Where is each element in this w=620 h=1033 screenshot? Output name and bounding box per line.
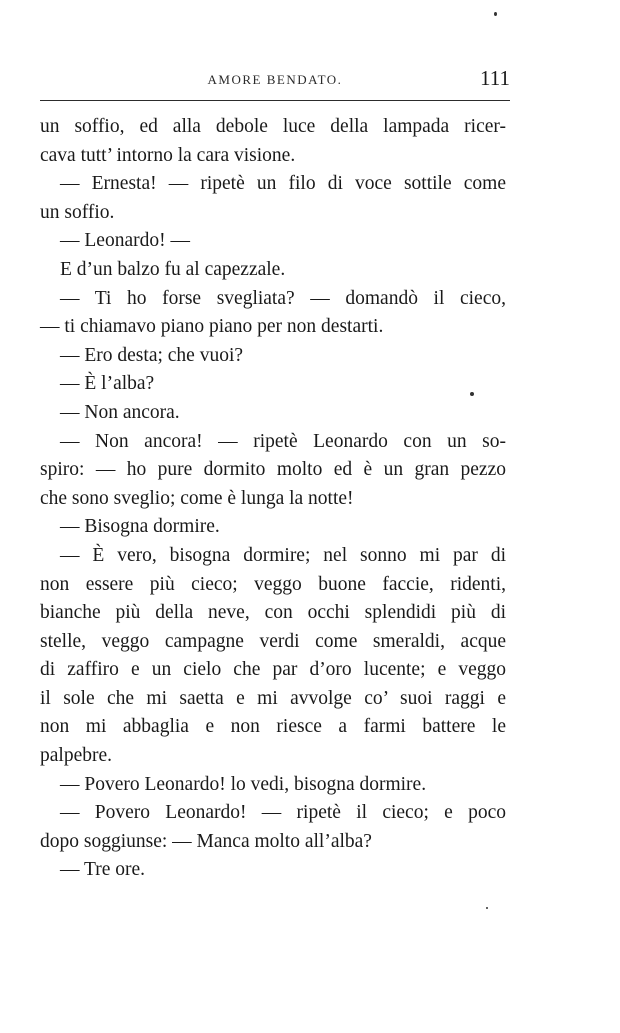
text-line: — ti chiamavo piano piano per non destarti. — [40, 316, 384, 338]
print-speck — [470, 392, 474, 396]
body-text — [40, 113, 506, 885]
text-line: di zaffiro e un cielo che par d’oro lucente; e veggo — [40, 659, 506, 681]
text-line: — Povero Leonardo! — ripetè il cieco; e poco — [60, 802, 506, 824]
text-line: E d’un balzo fu al capezzale. — [60, 258, 286, 280]
running-title: AMORE BENDATO. — [207, 72, 343, 87]
text-line: cava tutt’ intorno la cara visione. — [40, 144, 296, 166]
text-line: bianche più della neve, con occhi splendidi più di — [40, 602, 506, 624]
text-line: — È l’alba? — [60, 373, 155, 395]
print-speck — [486, 907, 488, 909]
text-line: — Tre ore. — [60, 859, 146, 881]
page-number: 111 — [480, 66, 510, 90]
text-line: stelle, veggo campagne verdi come smeraldi, acque — [40, 630, 506, 652]
text-line: che sono sveglio; come è lunga la notte! — [40, 487, 354, 509]
text-line: — Povero Leonardo! lo vedi, bisogna dormire. — [60, 773, 427, 795]
text-line: palpebre. — [40, 745, 113, 767]
text-line: — Non ancora. — [60, 401, 180, 423]
text-line: — Leonardo! — — [60, 230, 190, 252]
text-line: il sole che mi saetta e mi avvolge co’ suoi raggi e — [40, 687, 506, 709]
text-line: dopo soggiunse: — Manca molto all’alba? — [40, 830, 372, 852]
text-line: — Non ancora! — ripetè Leonardo con un so- — [60, 430, 506, 452]
text-line: — Bisogna dormire. — [60, 516, 220, 538]
text-line: un soffio, ed alla debole luce della lampada ricer- — [40, 116, 506, 137]
header-rule — [40, 100, 510, 101]
text-line: spiro: — ho pure dormito molto ed è un gran pezzo — [40, 459, 506, 481]
text-line: un soffio. — [40, 201, 115, 223]
text-line: — È vero, bisogna dormire; nel sonno mi par di — [60, 544, 506, 566]
page-header — [40, 64, 510, 98]
text-line: non mi abbaglia e non riesce a farmi battere le — [40, 716, 506, 738]
text-line: — Ero desta; che vuoi? — [60, 344, 244, 366]
print-speck — [494, 12, 497, 16]
text-line: — Ti ho forse svegliata? — domandò il cieco, — [60, 287, 506, 309]
text-line: — Ernesta! — ripetè un filo di voce sottile come — [60, 173, 506, 195]
text-line: non essere più cieco; veggo buone faccie, ridenti, — [40, 573, 506, 595]
